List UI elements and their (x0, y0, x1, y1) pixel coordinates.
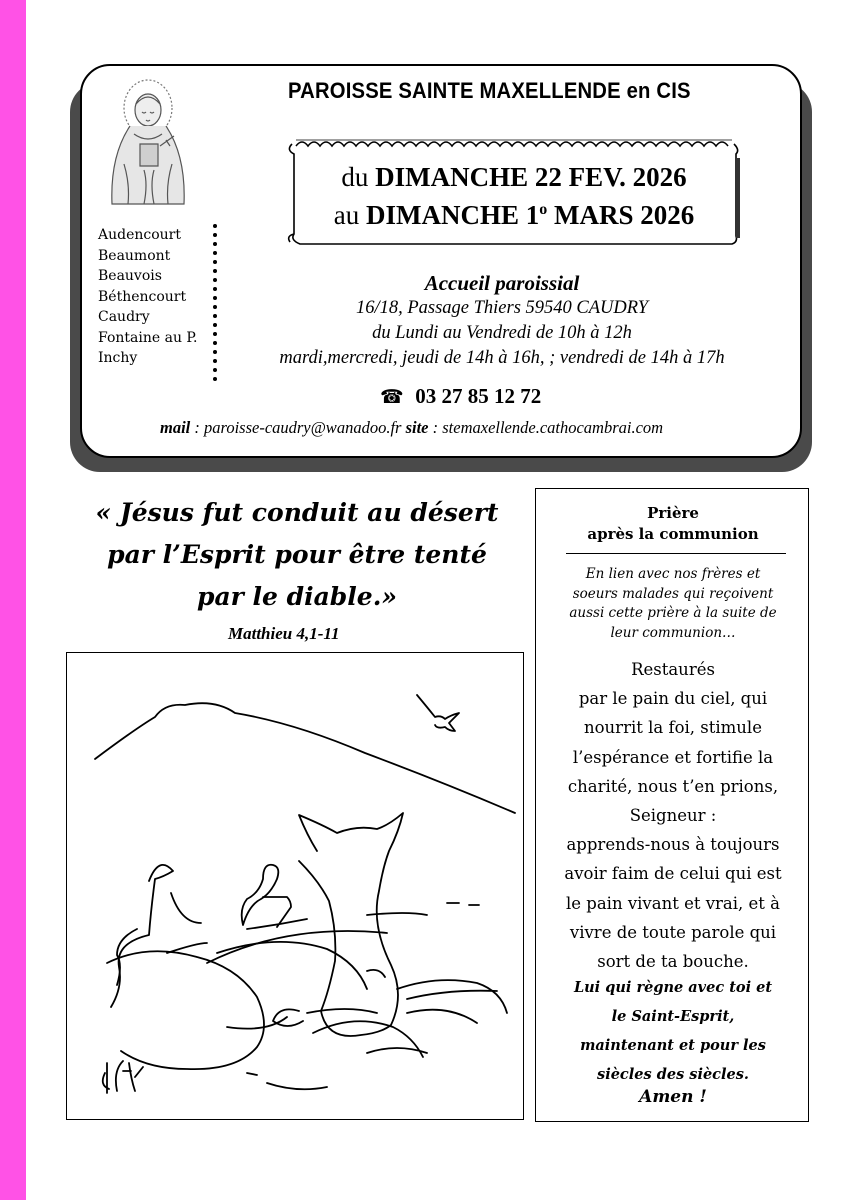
date-to (284, 200, 744, 231)
prayer-line: nourrit la foi, stimule (584, 718, 762, 738)
ending-line: Lui qui règne avec toi et (573, 979, 773, 996)
office-hours-morning: du Lundi au Vendredi de 10h à 12h (372, 323, 632, 343)
date-to-prefix: au (333, 200, 360, 230)
desert-temptation-illustration (66, 652, 524, 1120)
gospel-reference: Matthieu 4,1-11 (228, 624, 340, 643)
phone-number[interactable]: 03 27 85 12 72 (415, 384, 542, 408)
office-address: 16/18, Passage Thiers 59540 CAUDRY (355, 298, 649, 318)
village-item: Inchy (98, 350, 138, 366)
date-from-prefix: du (341, 162, 369, 192)
date-to-value: DIMANCHE 1 (365, 200, 540, 230)
prayer-line: Seigneur : (629, 806, 717, 826)
prayer-line: le pain vivant et vrai, et à (565, 893, 781, 913)
mail-label: mail (160, 418, 191, 437)
dotted-divider (212, 222, 218, 382)
intro-line: leur communion… (610, 624, 736, 641)
office-hours-afternoon: mardi,mercredi, jeudi de 14h à 16h, ; vendredi de 14h à 17h (279, 348, 725, 368)
village-item: Beauvois (98, 268, 162, 284)
village-item: Caudry (98, 309, 150, 325)
prayer-line: Restaurés (631, 660, 715, 679)
quote-line: « Jésus fut conduit au désert (95, 498, 499, 527)
parish-office-info (222, 270, 782, 371)
artist-signature: dfx (107, 1108, 109, 1109)
mail-address[interactable]: : paroisse-caudry@wanadoo.fr (190, 418, 406, 437)
village-item: Audencourt (98, 227, 181, 243)
phone-row (380, 384, 541, 409)
contact-row (160, 418, 663, 438)
desert-scene-icon (67, 653, 523, 1119)
saint-maxellende-icon (100, 74, 196, 208)
prayer-line: vivre de toute parole qui (569, 922, 777, 942)
date-from (284, 162, 744, 193)
prayer-title-line: après la communion (587, 525, 759, 543)
village-item: Béthencourt (98, 288, 187, 305)
quote-line: par le diable.» (196, 582, 398, 611)
prayer-body (536, 655, 810, 976)
prayer-title (536, 503, 810, 545)
date-to-ordinal: o (539, 201, 548, 218)
date-scroll-banner (284, 132, 744, 248)
intro-line: aussi cette prière à la suite de (569, 605, 777, 621)
prayer-line: apprends-nous à toujours (566, 835, 780, 855)
prayer-title-divider (566, 553, 786, 554)
date-to-month: MARS 2026 (547, 200, 695, 230)
village-item: Beaumont (98, 247, 171, 264)
ending-line: siècles des siècles. (597, 1066, 749, 1083)
ending-line: maintenant et pour les (580, 1037, 766, 1054)
prayer-box (535, 488, 809, 1122)
ending-line: le Saint-Esprit, (611, 1008, 735, 1025)
parish-title: PAROISSE SAINTE MAXELLENDE en CIS (288, 78, 691, 103)
date-from-value: DIMANCHE 22 FEV. 2026 (375, 162, 687, 192)
prayer-line: sort de ta bouche. (597, 952, 749, 972)
prayer-intro (536, 565, 810, 643)
intro-line: En lien avec nos frères et (585, 566, 761, 582)
prayer-title-line: Prière (647, 504, 699, 522)
prayer-line: par le pain du ciel, qui (578, 689, 768, 709)
prayer-line: avoir faim de celui qui est (564, 864, 782, 884)
telephone-icon: ☎ (380, 387, 404, 408)
gospel-quote (66, 492, 528, 618)
prayer-ending (536, 973, 810, 1089)
accueil-title: Accueil paroissial (424, 271, 580, 295)
prayer-line: charité, nous t’en prions, (567, 776, 779, 796)
site-label: site (405, 418, 429, 437)
side-accent-bar (0, 0, 26, 1200)
prayer-line: l’espérance et fortifie la (572, 747, 774, 767)
village-list (98, 225, 197, 369)
site-address[interactable]: : stemaxellende.cathocambrai.com (428, 418, 664, 437)
quote-line: par l’Esprit pour être tenté (107, 540, 487, 569)
intro-line: soeurs malades qui reçoivent (572, 585, 774, 602)
village-item: Fontaine au P. (98, 329, 198, 346)
prayer-amen: Amen ! (639, 1087, 707, 1107)
